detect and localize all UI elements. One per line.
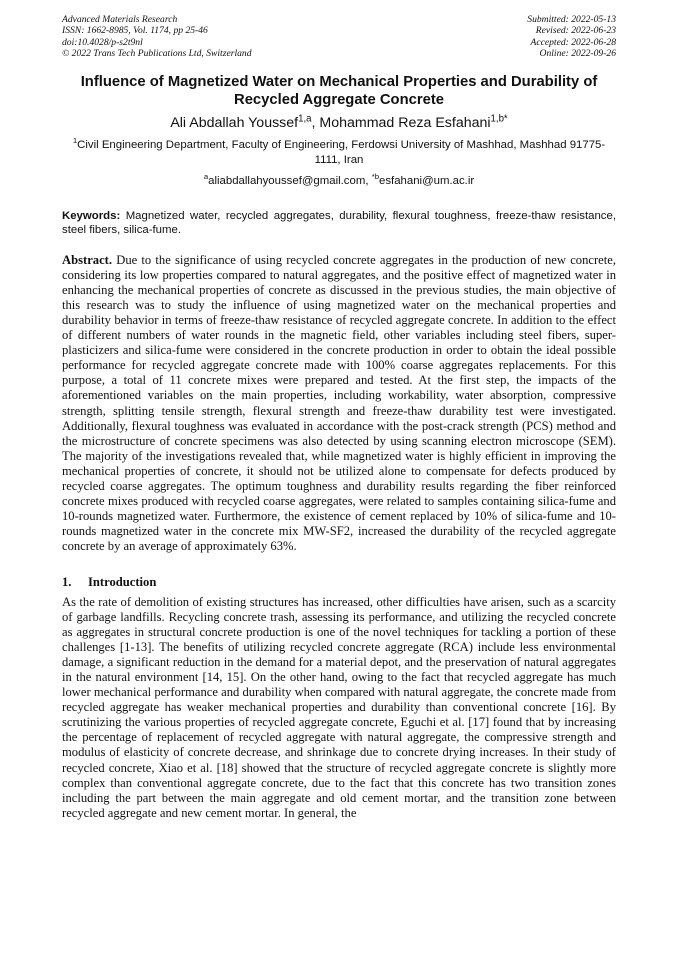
dates-info	[527, 14, 616, 60]
author-affiliation-marker: 1,a	[298, 112, 312, 124]
keywords-text: Magnetized water, recycled aggregates, durability, flexural toughness, freeze-thaw resistance, steel fibers, silica-fume.	[62, 209, 616, 236]
section-number: 1.	[62, 574, 72, 589]
journal-info	[62, 14, 252, 60]
author-affiliation-marker: 1,b*	[490, 112, 508, 124]
doi: doi:10.4028/p-s2t9nl	[62, 36, 143, 48]
email-list	[62, 171, 616, 188]
journal-name: Advanced Materials Research	[62, 14, 178, 25]
introduction-paragraph: As the rate of demolition of existing structures has increased, other difficulties have arisen, such as a scarcity of garbage landfills. Recycling concrete trash, assessing its performance, and utilizing the recycled concrete as aggregates in structural concrete production is one of the novel techniques for tackling a portion of these challenges [1-13]. The benefits of utilizing recycled concrete aggregate (RCA) include less environmental damage, a significant reduction in the demand for a material depot, and the preservation of natural aggregates in the natural environment [14, 15]. On the other hand, owing to the fact that recycled aggregate has much lower mechanical performance and durability when compared with natural aggregate, the concrete made from recycled aggregate has weaker mechanical properties and durability than conventional concrete [16]. By scrutinizing the various properties of recycled aggregate concrete, Eguchi et al. [17] found that by increasing the percentage of replacement of recycled aggregate with natural aggregate, the compressive strength and modulus of elasticity of concrete decrease, and shrinkage due to concrete drying increases. In their study of recycled concrete, Xiao et al. [18] showed that the structure of recycled aggregate concrete is slightly more complex than conventional aggregate concrete, due to the fact that this concrete has two transition zones including the part between the main aggregate and old cement mortar, and the transition zone between recycled aggregate and new cement mortar. In general, the	[62, 594, 616, 820]
abstract	[62, 253, 616, 555]
submitted-date: Submitted: 2022-05-13	[527, 14, 616, 25]
section-heading	[62, 575, 616, 590]
paper-page	[62, 14, 616, 821]
abstract-text: Due to the significance of using recycled concrete aggregates in the production of new concrete, considering its low properties compared to natural aggregates, and the positive effect of magnetized water in enhancing the mechanical properties of concrete as discussed in the previous studies, the main objective of this research was to study the influence of using magnetized water on the mechanical properties and durability behavior in terms of freeze-thaw resistance of recycled aggregate concrete. In addition to the effect of different numbers of water rounds in the magnetic field, other variables including steel fibers, super-plasticizers and silica-fume were considered in the concrete production in order to obtain the ideal possible performance for recycled aggregate concrete made with 100% coarse aggregates replacements. For this purpose, a total of 11 concrete mixes were prepared and tested. At the first step, the impacts of the aforementioned variables on the main properties, including workability, water absorption, compressive strength, splitting tensile strength, flexural strength and freeze-thaw durability test were investigated. Additionally, flexural toughness was evaluated in accordance with the post-crack strength (PCS) method and the microstructure of concrete specimens was also detected by using scanning electron microscope (SEM). The majority of the investigations revealed that, while magnetized water is highly efficient in improving the mechanical properties of concrete, it should not be utilized alone to compensate for defects produced by recycled coarse aggregates. The optimum toughness and durability results regarding the fiber reinforced concrete mixes produced with recycled coarse aggregates, were related to samples containing silica-fume and 10-rounds magnetized water. Furthermore, the existence of cement replaced by 10% of silica-fume and 10-rounds magnetized water in the concrete mix MW-SF2, increased the durability of the recycled aggregate concrete by an average of approximately 63%.	[62, 252, 616, 554]
revised-date: Revised: 2022-06-23	[535, 25, 616, 37]
copyright: © 2022 Trans Tech Publications Ltd, Switzerland	[62, 48, 252, 60]
email-separator: ,	[365, 174, 372, 187]
affiliation-marker: 1	[72, 135, 78, 145]
email-marker: *b	[371, 171, 380, 181]
author-list	[62, 114, 616, 132]
paper-title: Influence of Magnetized Water on Mechanical Properties and Durability of Recycled Aggregate Concrete	[80, 73, 598, 108]
accepted-date: Accepted: 2022-06-28	[530, 36, 616, 48]
abstract-label: Abstract.	[62, 252, 113, 267]
section-title: Introduction	[88, 574, 157, 589]
keywords-label: Keywords:	[62, 209, 121, 222]
email-marker: a	[203, 171, 209, 181]
email-link[interactable]: esfahani@um.ac.ir	[379, 174, 475, 187]
affiliation-text: Civil Engineering Department, Faculty of Engineering, Ferdowsi University of Mashhad, Mashhad 91775-1111, Iran	[77, 138, 606, 166]
issn: ISSN: 1662-8985, Vol. 1174, pp 25-46	[62, 25, 208, 37]
publication-header	[62, 14, 616, 60]
author-name: Ali Abdallah Youssef	[170, 114, 299, 131]
online-date: Online: 2022-09-26	[539, 48, 616, 60]
author-separator: ,	[311, 114, 320, 131]
keywords	[62, 209, 616, 237]
author-name: Mohammad Reza Esfahani	[319, 114, 491, 131]
email-link[interactable]: aliabdallahyoussef@gmail.com	[208, 174, 366, 187]
affiliation	[62, 135, 616, 168]
